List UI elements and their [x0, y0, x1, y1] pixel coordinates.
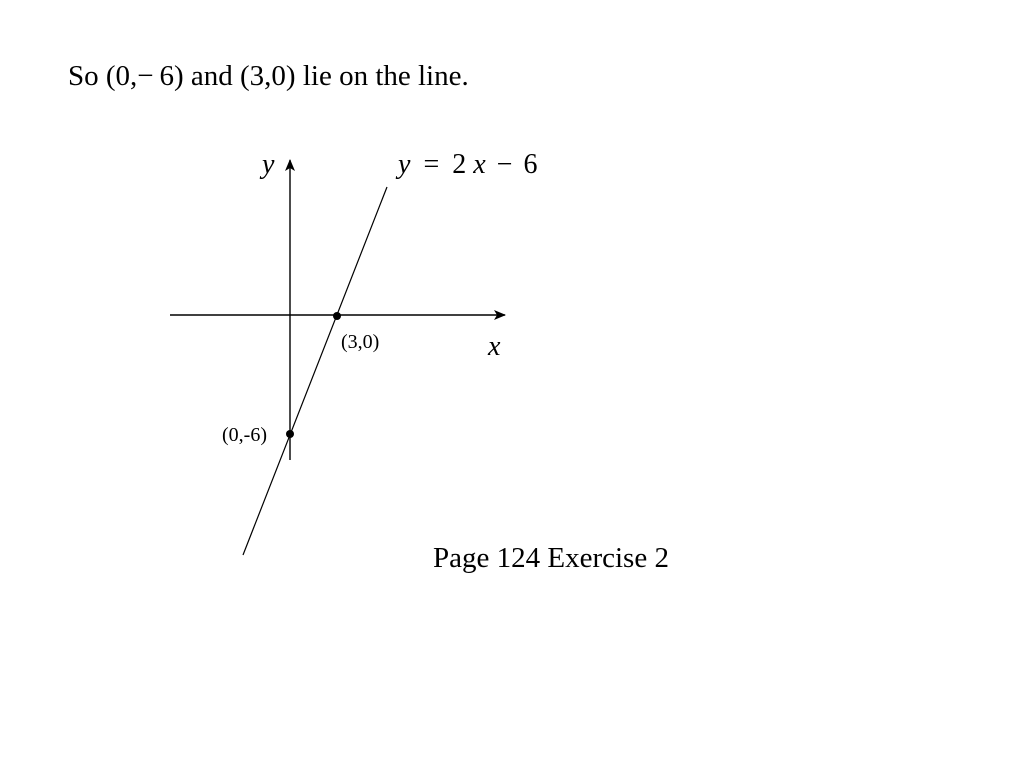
y-axis-label: y [262, 149, 275, 180]
equation-variable: x [473, 149, 486, 180]
label-x-intercept: (3,0) [341, 331, 380, 353]
equation-lhs: y [398, 149, 411, 180]
headline-point-b: (3,0) [240, 60, 296, 92]
headline-suffix: lie on the line. [302, 60, 469, 92]
label-y-intercept: (0,-6) [222, 424, 267, 446]
graph-line [243, 187, 387, 555]
equation-constant: 6 [523, 149, 538, 180]
point-y-intercept [286, 430, 294, 438]
exercise-reference: Page 124 Exercise 2 [433, 542, 669, 574]
x-axis-label: x [488, 331, 501, 362]
headline-point-a: (0,− 6) [105, 60, 184, 92]
equation-equals: = [423, 149, 440, 180]
headline-prefix: So [68, 60, 99, 92]
point-x-intercept [333, 312, 341, 320]
equation-minus: − [496, 149, 513, 180]
headline-conjunction: and [190, 60, 233, 92]
equation-label [395, 149, 537, 180]
equation-coefficient: 2 [452, 149, 467, 180]
